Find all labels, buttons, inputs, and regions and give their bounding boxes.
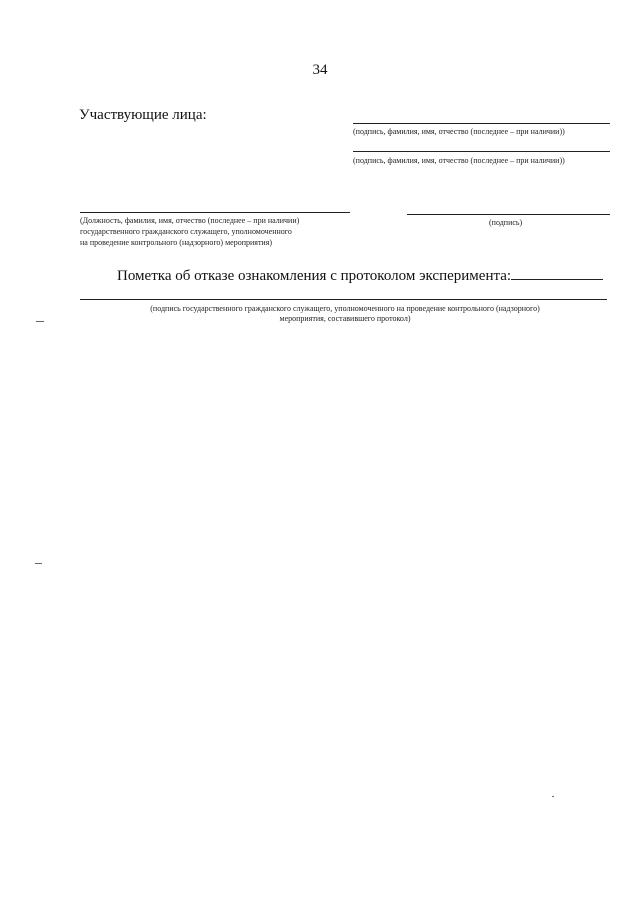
refusal-caption-line-1: (подпись государственного гражданского служащего, уполномоченного на проведение контрольного (надзорного) [150,304,540,313]
refusal-signature-line [80,299,607,300]
participant-signature-caption-1: (подпись, фамилия, имя, отчество (последнее – при наличии)) [353,127,565,136]
refusal-caption [80,304,610,324]
participant-signature-caption-2: (подпись, фамилия, имя, отчество (последнее – при наличии)) [353,156,565,165]
official-caption-line-2: государственного гражданского служащего, уполномоченного [80,227,292,236]
page-number: 34 [312,62,328,78]
refusal-heading-text: Пометка об отказе ознакомления с протоколом эксперимента: [117,268,512,284]
official-caption-line-3: на проведение контрольного (надзорного) мероприятия) [80,238,273,247]
refusal-caption-line-2: мероприятия, составившего протокол) [279,314,411,323]
scan-mark-1 [36,321,44,322]
official-name-line [80,212,350,213]
official-signature-caption: (подпись) [489,218,523,227]
participants-label: Участвующие лица: [79,107,207,123]
refusal-heading [117,266,603,285]
participant-signature-line-1 [353,123,610,124]
participant-signature-line-2 [353,151,610,152]
scan-mark-2 [35,563,42,564]
scan-mark-3 [552,796,554,797]
official-signature-line [407,214,610,215]
refusal-blank-line [511,266,603,280]
official-caption-line-1: (Должность, фамилия, имя, отчество (последнее – при наличии) [80,216,300,225]
